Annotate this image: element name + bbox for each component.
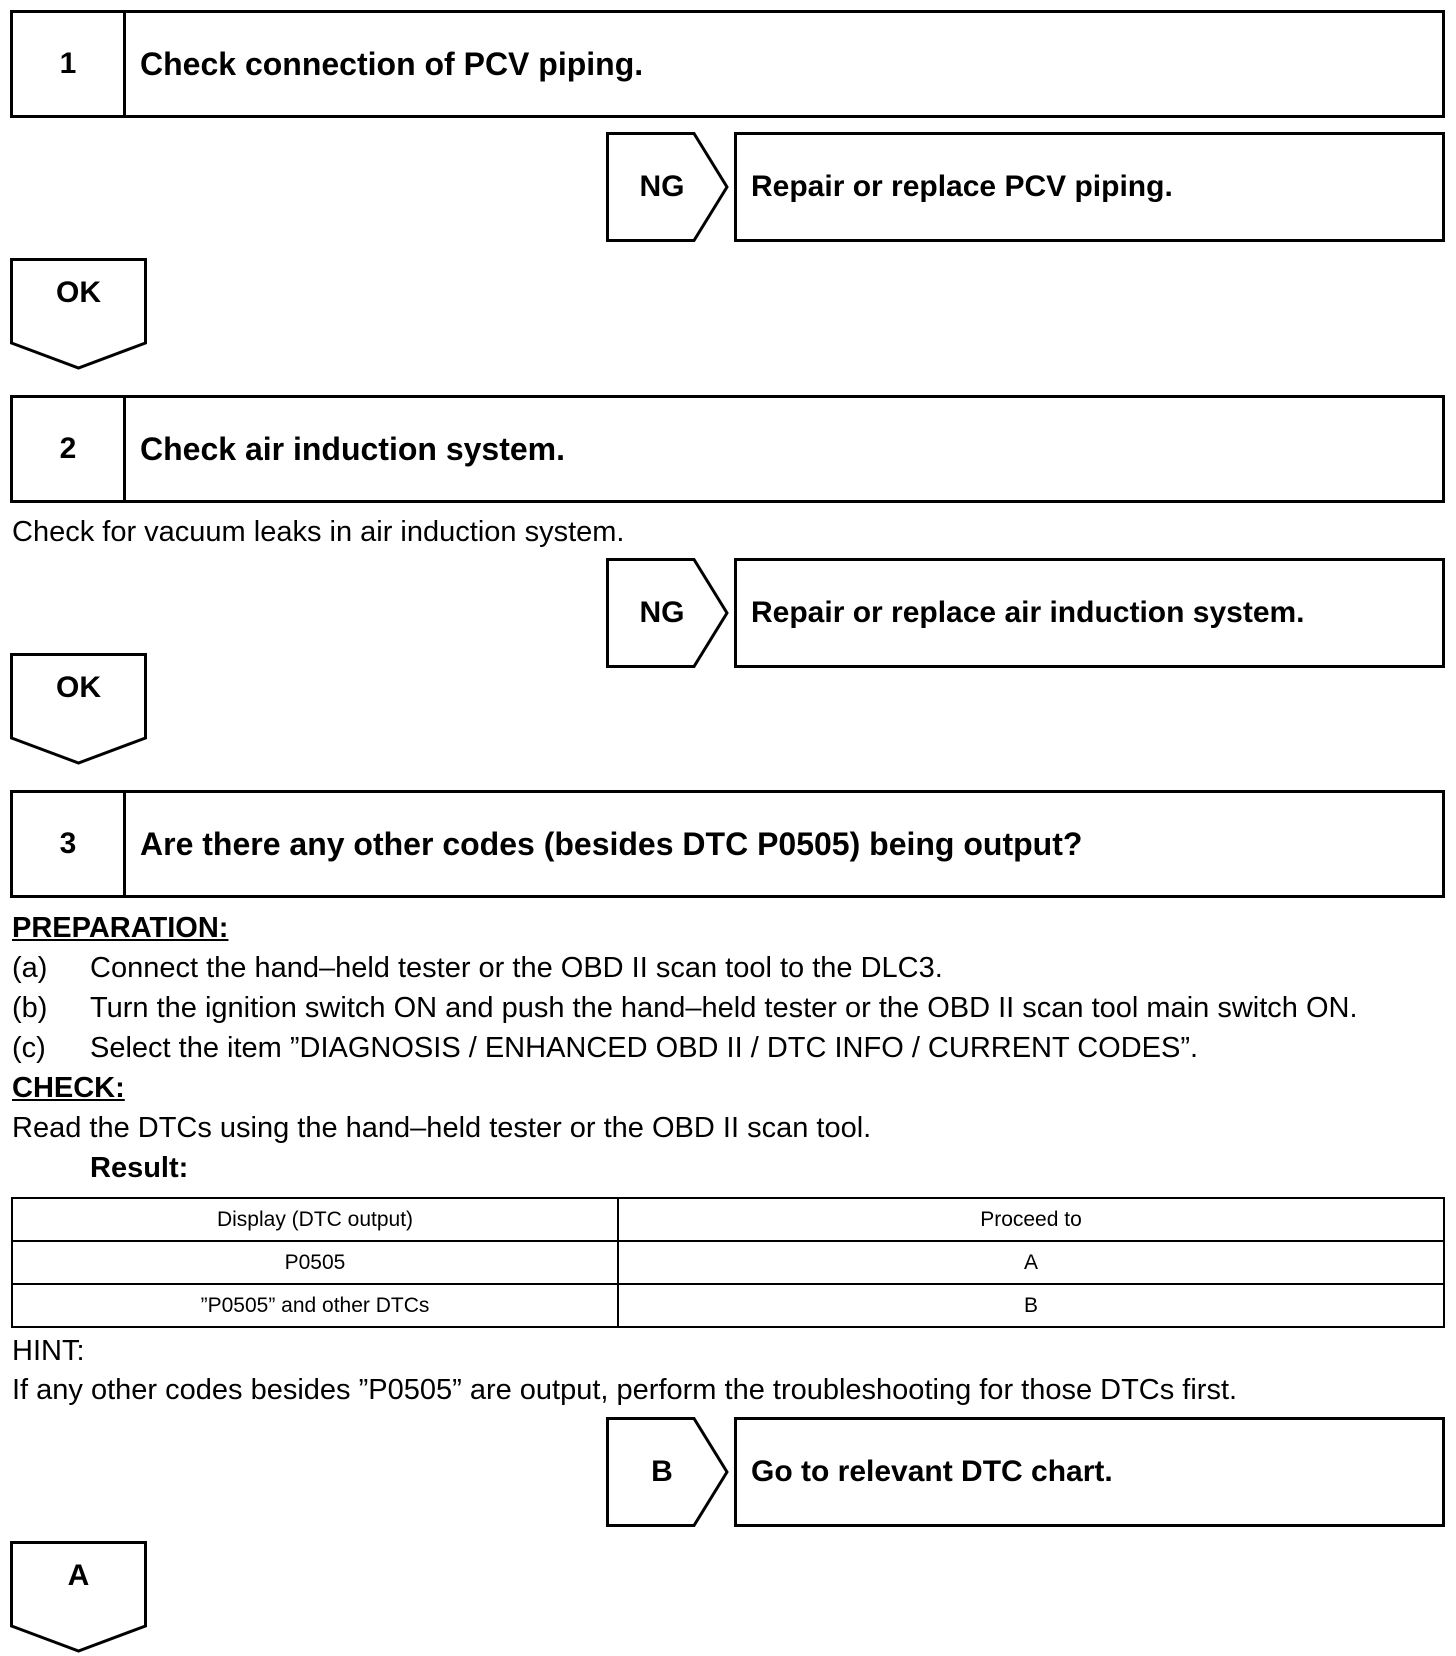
a-label: A [67,1559,90,1592]
ok-arrow-1 [10,258,147,370]
hint-text: If any other codes besides ”P0505” are output, perform the troubleshooting for those DTCs first. [12,1374,1238,1406]
down-arrow-icon [10,1541,147,1653]
table-cell: B [618,1284,1444,1327]
step-1-header [10,10,1445,118]
ok-arrow-2 [10,653,147,765]
item-text: Connect the hand–held tester or the OBD II scan tool to the DLC3. [90,952,943,984]
table-row [12,1284,1444,1327]
preparation-item [12,992,1358,1025]
b-action: Go to relevant DTC chart. [734,1417,1445,1527]
column-header: Proceed to [618,1198,1444,1241]
item-label: (a) [12,952,48,984]
step-title: Check air induction system. [140,430,566,467]
ng-action-2: Repair or replace air induction system. [734,558,1445,668]
a-arrow [10,1541,147,1653]
column-header: Display (DTC output) [12,1198,618,1241]
preparation-item [12,952,943,985]
ng-action-1: Repair or replace PCV piping. [734,132,1445,242]
check-text: Read the DTCs using the hand–held tester or the OBD II scan tool. [12,1112,872,1144]
item-label: (b) [12,992,48,1024]
table-row [12,1241,1444,1284]
b-label: B [651,1455,673,1488]
table-cell: P0505 [12,1241,618,1284]
step-title: Are there any other codes (besides DTC P0505) being output? [140,825,1083,862]
item-text: Turn the ignition switch ON and push the hand–held tester or the OBD II scan tool main switch ON. [90,992,1358,1024]
step-number: 2 [13,398,126,500]
ok-label: OK [56,276,101,309]
table-cell: A [618,1241,1444,1284]
item-label: (c) [12,1032,46,1064]
result-table [11,1197,1445,1328]
ng-tag-1 [606,132,730,242]
item-text: Select the item ”DIAGNOSIS / ENHANCED OBD II / DTC INFO / CURRENT CODES”. [90,1032,1199,1064]
hint-heading: HINT: [12,1335,85,1367]
step-number: 3 [13,793,126,895]
step-number: 1 [13,13,126,115]
result-label: Result: [90,1152,189,1184]
table-cell: ”P0505” and other DTCs [12,1284,618,1327]
down-arrow-icon [10,653,147,765]
ng-label: NG [639,170,685,203]
down-arrow-icon [10,258,147,370]
b-tag [606,1417,730,1527]
step-2-note: Check for vacuum leaks in air induction system. [12,516,625,548]
step-3-header [10,790,1445,898]
preparation-heading: PREPARATION: [12,912,229,944]
check-heading: CHECK: [12,1072,125,1104]
ok-label: OK [56,671,101,704]
ng-tag-2 [606,558,730,668]
step-2-header [10,395,1445,503]
step-title: Check connection of PCV piping. [140,45,644,82]
table-header-row [12,1198,1444,1241]
preparation-item [12,1032,1198,1065]
ng-label: NG [639,596,685,629]
